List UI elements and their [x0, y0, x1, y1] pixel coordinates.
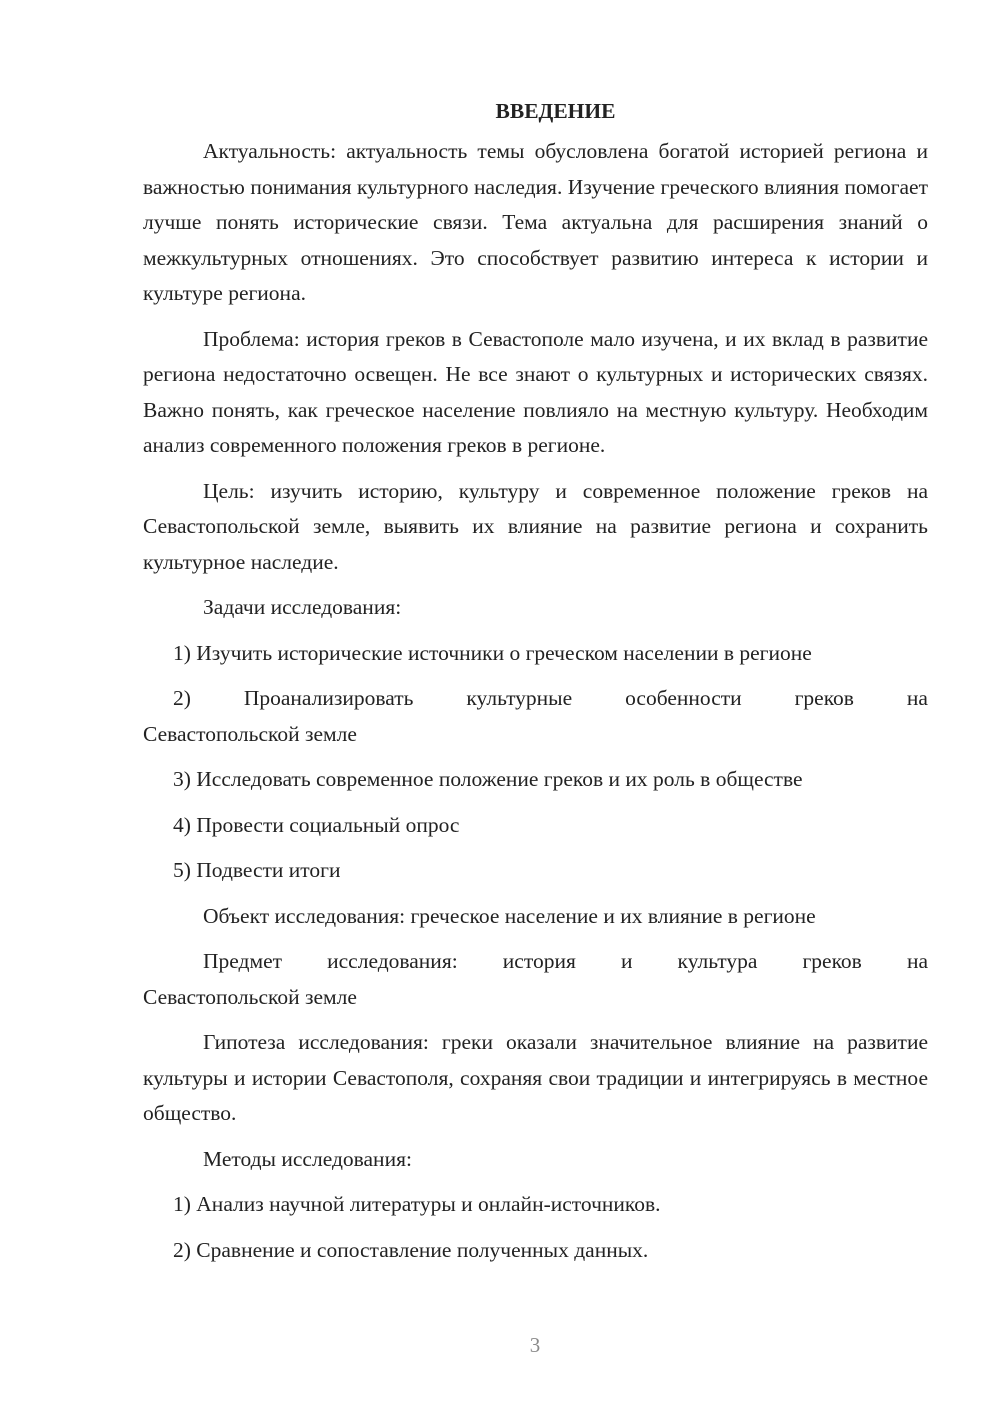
subject-word: история — [502, 949, 576, 973]
task-item-2-first-line — [143, 681, 928, 717]
page-number: 3 — [529, 1333, 541, 1357]
task-item-2-word: Проанализировать — [243, 686, 414, 710]
task-item-2-word: греков — [794, 686, 854, 710]
task-item-3: 3) Исследовать современное положение греков и их роль в обществе — [173, 767, 803, 791]
task-item-2-word: особенности — [625, 686, 742, 710]
task-item-2-word: 2) — [173, 686, 191, 710]
task-item-2-word: на — [906, 686, 928, 710]
problem-paragraph: Проблема: история греков в Севастополе мало изучена, и их вклад в развитие региона недостаточно освещен. Не все знают о культурных и исторических связях. Важно понять, как греческое население повлияло на местную культуру. Необходим анализ современного положения греков в регионе. — [143, 326, 928, 457]
task-item-1: 1) Изучить исторические источники о греческом населении в регионе — [173, 640, 812, 665]
subject-tail: Севастопольской земле — [143, 984, 357, 1009]
task-item-2-word: культурные — [466, 686, 573, 710]
task-item-5: 5) Подвести итоги — [173, 858, 341, 882]
page-title: ВВЕДЕНИЕ — [495, 99, 616, 123]
task-item-2 — [143, 681, 928, 752]
subject-word: на — [906, 949, 928, 973]
subject-word: культура — [677, 949, 758, 973]
subject-word: Предмет — [203, 949, 283, 973]
subject-word: исследования: — [327, 949, 458, 973]
method-item-2: 2) Сравнение и сопоставление полученных данных. — [173, 1237, 649, 1262]
task-item-2-tail: Севастопольской земле — [143, 721, 357, 746]
subject-word: и — [620, 949, 633, 973]
goal-paragraph: Цель: изучить историю, культуру и современное положение греков на Севастопольской земле, выявить их влияние на развитие региона и сохранить культурное наследие. — [143, 478, 928, 574]
relevance-paragraph: Актуальность: актуальность темы обусловлена богатой историей региона и важностью понимания культурного наследия. Изучение греческого влияния помогает лучше понять исторические связи. Тема актуальна для расширения знаний о межкультурных отношениях. Это способствует развитию интереса к истории и культуре региона. — [143, 139, 928, 305]
methods-heading: Методы исследования: — [203, 1146, 412, 1171]
subject-word: греков — [802, 949, 862, 973]
tasks-heading: Задачи исследования: — [203, 595, 402, 619]
method-item-1: 1) Анализ научной литературы и онлайн-источников. — [173, 1192, 661, 1216]
subject-first-line — [143, 944, 928, 980]
task-item-4: 4) Провести социальный опрос — [173, 812, 460, 837]
object-paragraph: Объект исследования: греческое население и их влияние в регионе — [203, 903, 816, 928]
page-content — [143, 96, 928, 1278]
hypothesis-paragraph: Гипотеза исследования: греки оказали значительное влияние на развитие культуры и истории Севастополя, сохраняя свои традиции и интегрируясь в местное общество. — [143, 1030, 928, 1125]
subject-paragraph — [143, 944, 928, 1015]
